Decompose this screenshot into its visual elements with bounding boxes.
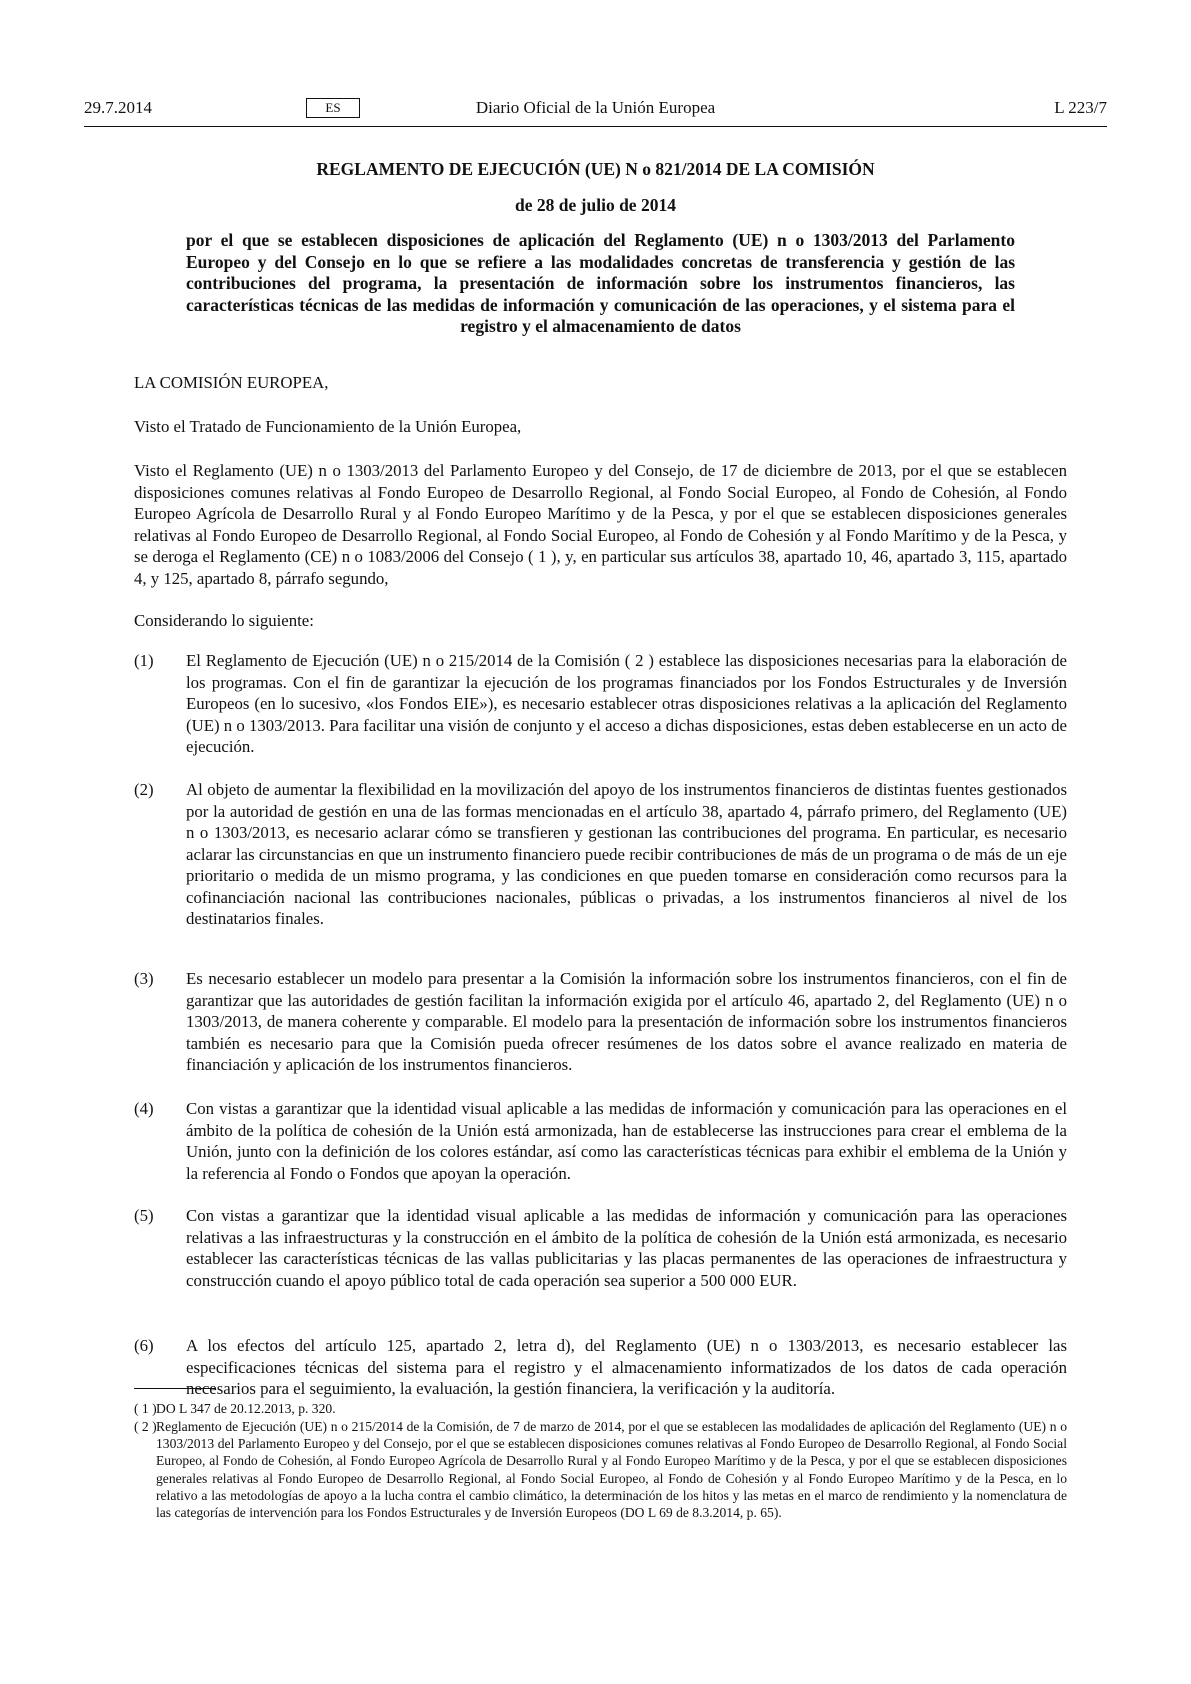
recital-text: Con vistas a garantizar que la identidad visual aplicable a las medidas de información y comunicación para las operaciones relativas a las infraestructuras y la construcción en el ámbito de la política de cohesión de la Unión está armonizada, es necesario establecer las características técnicas de las vallas publicitarias y las placas permanentes de las operaciones de infraestructura y construcción cuando el apoyo público total de cada operación sea superior a 500 000 EUR. bbox=[186, 1206, 1067, 1290]
recital-text: Es necesario establecer un modelo para presentar a la Comisión la información sobre los instrumentos financieros, con el fin de garantizar que las autoridades de gestión facilitan la información exigida por el artículo 46, apartado 2, del Reglamento (UE) n o 1303/2013, de manera coherente y comparable. El modelo para la presentación de información sobre los instrumentos financieros también es necesario para que la Comisión pueda ofrecer resúmenes de los datos sobre el avance realizado en materia de financiación y aplicación de los instrumentos financieros. bbox=[186, 969, 1067, 1074]
footnote-number: ( 1 ) bbox=[134, 1401, 157, 1416]
recital-number: (5) bbox=[134, 1206, 154, 1225]
recital-item bbox=[134, 1098, 1067, 1184]
recital-number: (3) bbox=[134, 969, 154, 988]
recital-item bbox=[134, 968, 1067, 1076]
recital-number: (4) bbox=[134, 1099, 154, 1118]
recital-text: Al objeto de aumentar la flexibilidad en la movilización del apoyo de los instrumentos financieros de distintas fuentes gestionados por la autoridad de gestión en una de las formas mencionadas en el artículo 38, apartado 4, párrafo primero, del Reglamento (UE) n o 1303/2013, es necesario aclarar cómo se transfieren y gestionan las contribuciones del programa. En particular, es necesario aclarar las circunstancias en que un instrumento financiero puede recibir contribuciones de más de un programa o de más de un eje prioritario o medida de un mismo programa, y las condiciones en que pueden tomarse en consideración como recursos para la cofinanciación nacional las contribuciones nacionales, públicas o privadas, a los instrumentos financieros al nivel de los destinatarios finales. bbox=[186, 780, 1067, 928]
preamble-commission: LA COMISIÓN EUROPEA, bbox=[134, 373, 329, 392]
recital-number: (2) bbox=[134, 780, 154, 799]
footnote-text: Reglamento de Ejecución (UE) n o 215/2014 de la Comisión, de 7 de marzo de 2014, por el que se establecen las modalidades de aplicación del Reglamento (UE) n o 1303/2013 del Parlamento Europeo y del Consejo, por el que se establecen disposiciones comunes relativas al Fondo Europeo de Desarrollo Regional, al Fondo Social Europeo, al Fondo de Cohesión, al Fondo Europeo Agrícola de Desarrollo Rural y al Fondo Europeo Marítimo y de la Pesca, y por el que se establecen disposiciones generales relativas al Fondo Europeo de Desarrollo Regional, al Fondo Social Europeo, al Fondo de Cohesión y al Fondo Europeo Marítimo y de la Pesca, en lo relativo a las metodologías de apoyo a la lucha contra el cambio climático, la determinación de los hitos y las metas en el marco de rendimiento y la nomenclatura de las categorías de intervención para los Fondos Estructurales y de Inversión Europeos (DO L 69 de 8.3.2014, p. 65). bbox=[156, 1419, 1067, 1521]
recital-item bbox=[134, 779, 1067, 930]
footnote bbox=[134, 1418, 1067, 1521]
recital-number: (1) bbox=[134, 651, 154, 670]
recital-text: El Reglamento de Ejecución (UE) n o 215/2014 de la Comisión ( 2 ) establece las disposiciones necesarias para la elaboración de los programas. Con el fin de garantizar la ejecución de los programas financiados por los Fondos Estructurales y de Inversión Europeos (en lo sucesivo, «los Fondos EIE»), es necesario establecer otras disposiciones relativas a la aplicación del Reglamento (UE) n o 1303/2013. Para facilitar una visión de conjunto y el acceso a dichas disposiciones, estas deben establecerse en un acto de ejecución. bbox=[186, 651, 1067, 756]
footnote-number: ( 2 ) bbox=[134, 1419, 157, 1434]
recital-item bbox=[134, 1205, 1067, 1291]
preamble-considerando: Considerando lo siguiente: bbox=[134, 611, 314, 630]
preamble-visto-reglamento: Visto el Reglamento (UE) n o 1303/2013 del Parlamento Europeo y del Consejo, de 17 de diciembre de 2013, por el que se establecen disposiciones comunes relativas al Fondo Europeo de Desarrollo Regional, al Fondo Social Europeo, al Fondo de Cohesión, al Fondo Europeo Agrícola de Desarrollo Rural y al Fondo Europeo Marítimo y de la Pesca, y por el que se establecen disposiciones generales relativas al Fondo Europeo de Desarrollo Regional, al Fondo Social Europeo, al Fondo de Cohesión y al Fondo Marítimo y de la Pesca, y se deroga el Reglamento (CE) n o 1083/2006 del Consejo ( 1 ), y, en particular sus artículos 38, apartado 10, 46, apartado 3, 115, apartado 4, y 125, apartado 8, párrafo segundo, bbox=[134, 461, 1067, 588]
header-divider bbox=[84, 126, 1107, 127]
recital-item bbox=[134, 650, 1067, 758]
footnote bbox=[134, 1400, 1067, 1417]
journal-header bbox=[84, 94, 1107, 120]
regulation-title: REGLAMENTO DE EJECUCIÓN (UE) N o 821/2014 DE LA COMISIÓN bbox=[316, 159, 875, 179]
publication-date: 29.7.2014 bbox=[84, 98, 152, 117]
journal-title: Diario Oficial de la Unión Europea bbox=[475, 98, 716, 117]
footnote-text: DO L 347 de 20.12.2013, p. 320. bbox=[156, 1401, 336, 1416]
recital-item bbox=[134, 1335, 1067, 1400]
language-badge: ES bbox=[306, 98, 360, 118]
page-reference: L 223/7 bbox=[1054, 98, 1107, 117]
recital-text: Con vistas a garantizar que la identidad visual aplicable a las medidas de información y comunicación para las operaciones en el ámbito de la política de cohesión de la Unión está armonizada, han de establecerse las instrucciones para crear el emblema de la Unión, junto con la definición de los colores estándar, así como las características técnicas para exhibir el emblema de la Unión y la referencia al Fondo o Fondos que apoyan la operación. bbox=[186, 1099, 1067, 1183]
recital-text: A los efectos del artículo 125, apartado 2, letra d), del Reglamento (UE) n o 1303/2013, es necesario establecer las especificaciones técnicas del sistema para el registro y el almacenamiento informatizados de los datos de cada operación necesarios para el seguimiento, la evaluación, la gestión financiera, la verificación y la auditoría. bbox=[186, 1336, 1067, 1398]
recital-number: (6) bbox=[134, 1336, 154, 1355]
regulation-subtitle: por el que se establecen disposiciones de aplicación del Reglamento (UE) n o 1303/2013 del Parlamento Europeo y del Consejo en lo que se refiere a las modalidades concretas de transferencia y gestión de las contribuciones del programa, la presentación de información sobre los instrumentos financieros, las características técnicas de las medidas de información y comunicación de las operaciones, y el sistema para el registro y el almacenamiento de datos bbox=[186, 230, 1015, 336]
preamble-visto-tratado: Visto el Tratado de Funcionamiento de la Unión Europea, bbox=[134, 417, 522, 436]
footnote-divider bbox=[134, 1388, 216, 1389]
regulation-date: de 28 de julio de 2014 bbox=[515, 195, 676, 215]
